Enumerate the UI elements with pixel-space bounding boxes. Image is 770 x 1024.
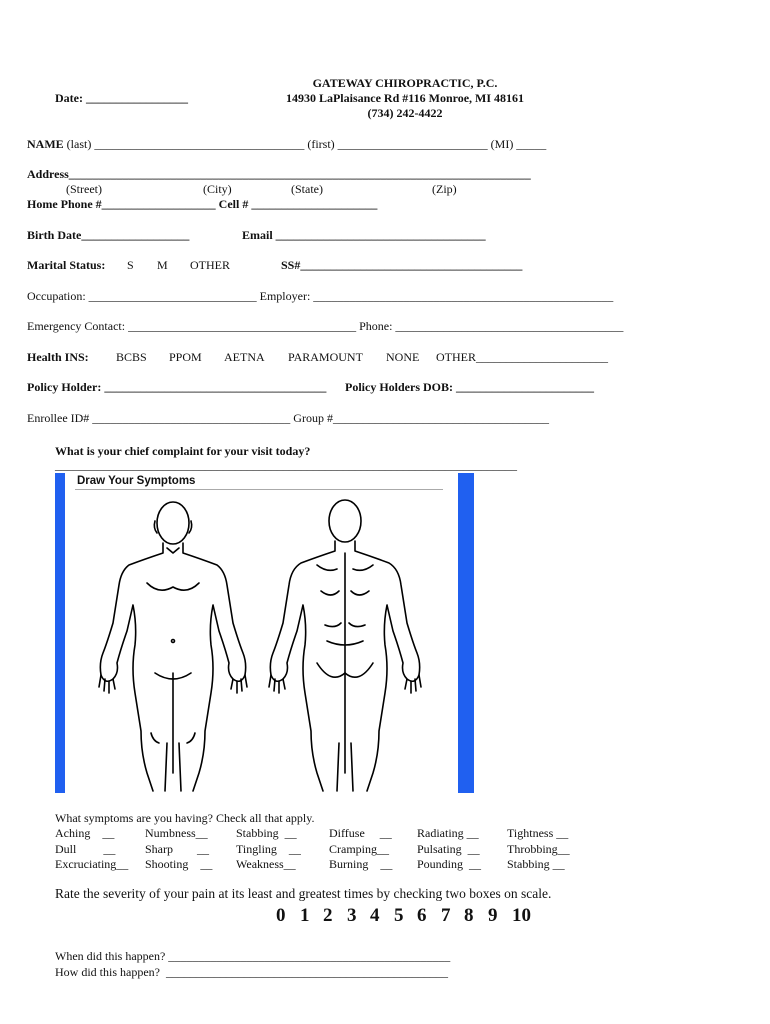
health-ins-label: Health INS: xyxy=(27,350,89,364)
front-body-figure xyxy=(99,502,247,791)
emergency-contact-field[interactable]: Emergency Contact: ______________________________________ Phone: ______________________________________ xyxy=(27,319,624,333)
symptom-aching[interactable]: Aching __ xyxy=(55,826,115,840)
severity-prompt: Rate the severity of your pain at its least and greatest times by checking two boxes on scale. xyxy=(55,886,552,901)
symptom-pounding[interactable]: Pounding __ xyxy=(417,857,482,871)
symptom-throbbing[interactable]: Throbbing__ xyxy=(507,842,570,856)
symptoms-intro: What symptoms are you having? Check all that apply. xyxy=(55,811,315,825)
marital-option-m[interactable]: M xyxy=(157,258,168,272)
chief-complaint-question: What is your chief complaint for your visit today? xyxy=(55,444,311,458)
health-option-bcbs[interactable]: BCBS xyxy=(116,350,147,364)
pain-scale-10[interactable]: 10 xyxy=(512,905,531,926)
draw-symptoms-title: Draw Your Symptoms xyxy=(77,475,196,487)
symptom-stabbing-2[interactable]: Stabbing __ xyxy=(507,857,565,871)
symptom-pulsating[interactable]: Pulsating __ xyxy=(417,842,480,856)
marital-option-s[interactable]: S xyxy=(127,258,134,272)
symptom-dull[interactable]: Dull __ xyxy=(55,842,116,856)
health-option-paramount[interactable]: PARAMOUNT xyxy=(288,350,363,364)
pain-scale-4[interactable]: 4 xyxy=(370,905,380,926)
enrollee-id-field[interactable]: Enrollee ID# _________________________________ Group #____________________________________ xyxy=(27,411,549,425)
address-street-label: (Street) xyxy=(66,182,102,196)
pain-scale-5[interactable]: 5 xyxy=(394,905,404,926)
clinic-name: GATEWAY CHIROPRACTIC, P.C. xyxy=(312,76,498,90)
symptom-radiating[interactable]: Radiating __ xyxy=(417,826,479,840)
health-option-other[interactable]: OTHER______________________ xyxy=(436,350,608,364)
ss-field[interactable]: SS#_____________________________________ xyxy=(281,258,523,272)
symptom-numbness[interactable]: Numbness__ xyxy=(145,826,208,840)
pain-scale-8[interactable]: 8 xyxy=(464,905,474,926)
health-option-ppom[interactable]: PPOM xyxy=(169,350,202,364)
marital-status-label: Marital Status: xyxy=(27,258,106,272)
health-option-none[interactable]: NONE xyxy=(386,350,420,364)
symptom-tingling[interactable]: Tingling __ xyxy=(236,842,301,856)
symptom-tightness[interactable]: Tightness __ xyxy=(507,826,569,840)
policy-holder-dob-field[interactable]: Policy Holders DOB: _______________________ xyxy=(345,380,594,394)
symptom-sharp[interactable]: Sharp __ xyxy=(145,842,209,856)
symptom-stabbing[interactable]: Stabbing __ xyxy=(236,826,297,840)
symptom-excruciating[interactable]: Excruciating__ xyxy=(55,857,129,871)
name-field[interactable]: NAME (last) ___________________________________ (first) _________________________ (MI) _____ xyxy=(27,137,547,151)
clinic-phone: (734) 242-4422 xyxy=(367,106,443,120)
symptom-diffuse[interactable]: Diffuse __ xyxy=(329,826,392,840)
pain-scale-6[interactable]: 6 xyxy=(417,905,427,926)
birth-date-field[interactable]: Birth Date__________________ xyxy=(27,228,190,242)
pain-scale-9[interactable]: 9 xyxy=(488,905,498,926)
symptom-burning[interactable]: Burning __ xyxy=(329,857,393,871)
pain-scale-1[interactable]: 1 xyxy=(300,905,310,926)
pain-scale-0[interactable]: 0 xyxy=(276,905,286,926)
pain-scale-3[interactable]: 3 xyxy=(347,905,357,926)
health-option-aetna[interactable]: AETNA xyxy=(224,350,265,364)
pain-scale-2[interactable]: 2 xyxy=(323,905,333,926)
draw-symptoms-panel[interactable] xyxy=(55,473,474,793)
pain-scale-7[interactable]: 7 xyxy=(441,905,451,926)
symptom-shooting[interactable]: Shooting __ xyxy=(145,857,213,871)
chief-complaint-line[interactable]: _____________________________________________________________________________ xyxy=(55,458,517,472)
when-happened-field[interactable]: When did this happen? _______________________________________________ xyxy=(55,949,451,963)
occupation-field[interactable]: Occupation: ____________________________ Employer: __________________________________________________ xyxy=(27,289,614,303)
address-state-label: (State) xyxy=(291,182,323,196)
home-phone-field[interactable]: Home Phone #___________________ Cell # _____________________ xyxy=(27,197,378,211)
address-zip-label: (Zip) xyxy=(432,182,457,196)
address-field[interactable]: Address_____________________________________________________________________________ xyxy=(27,167,531,181)
symptom-cramping[interactable]: Cramping__ xyxy=(329,842,389,856)
body-outline-figures xyxy=(55,473,474,793)
how-happened-field[interactable]: How did this happen? _______________________________________________ xyxy=(55,965,448,979)
date-field[interactable]: Date: _________________ xyxy=(55,91,188,105)
marital-option-other[interactable]: OTHER xyxy=(190,258,230,272)
clinic-address: 14930 LaPlaisance Rd #116 Monroe, MI 48161 xyxy=(285,91,525,105)
address-city-label: (City) xyxy=(203,182,232,196)
back-body-figure xyxy=(269,500,421,791)
email-field[interactable]: Email ___________________________________ xyxy=(242,228,486,242)
symptom-weakness[interactable]: Weakness__ xyxy=(236,857,296,871)
policy-holder-field[interactable]: Policy Holder: _____________________________________ xyxy=(27,380,327,394)
